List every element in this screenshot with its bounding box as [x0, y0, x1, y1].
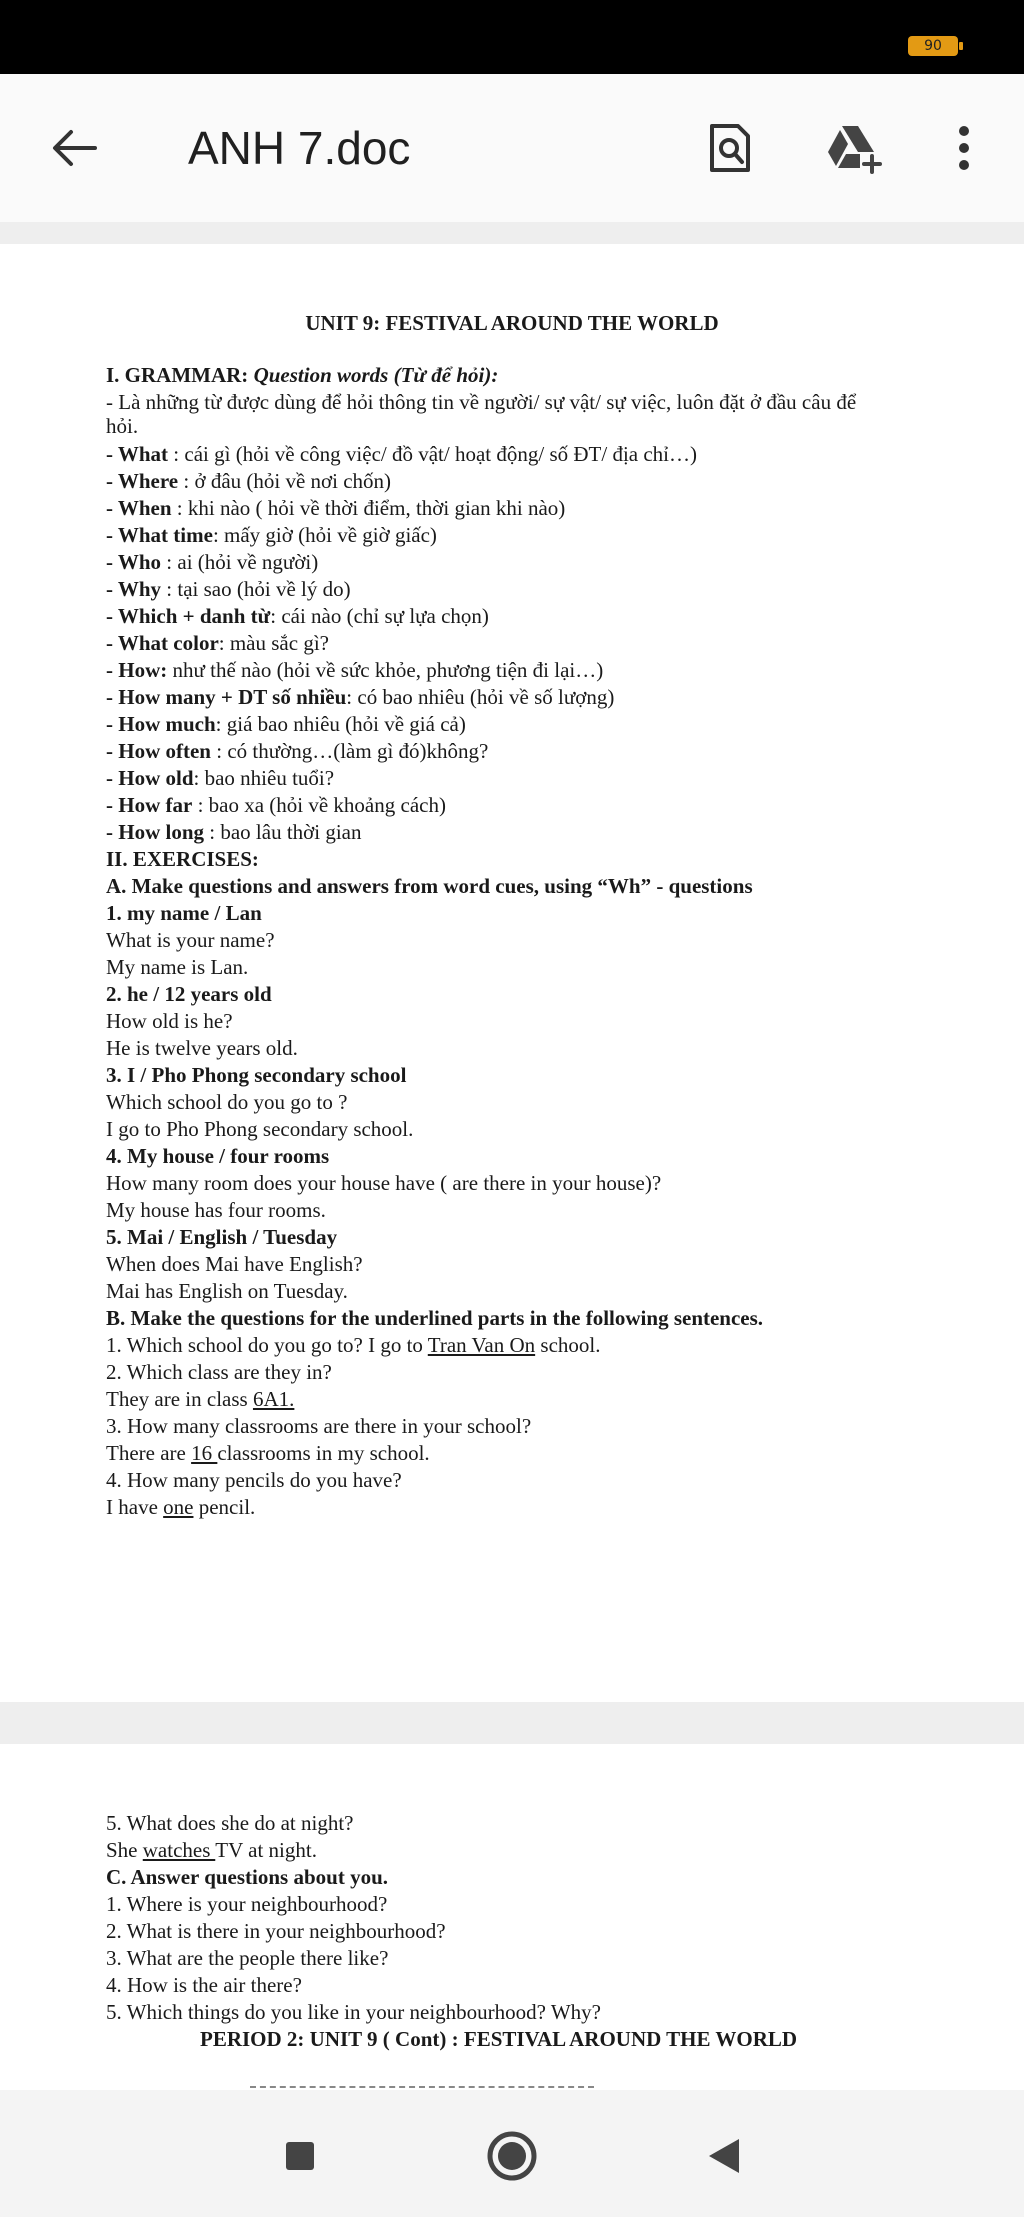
qword-desc: : cái gì (hỏi về công việc/ đồ vật/ hoạt động/ số ĐT/ địa chỉ…) [168, 442, 698, 466]
exercise-cue: 2. he / 12 years old [106, 982, 272, 1006]
grammar-heading: I. GRAMMAR: [106, 363, 249, 387]
partial-next-line [250, 2086, 594, 2088]
exercise-cue: 3. I / Pho Phong secondary school [106, 1063, 407, 1087]
back-triangle-icon [707, 2137, 741, 2175]
exercise-cue: 4. My house / four rooms [106, 1144, 330, 1168]
exercise-answer: I go to Pho Phong secondary school. [106, 1117, 414, 1141]
b-text: TV at night. [215, 1838, 317, 1862]
unit-title: UNIT 9: FESTIVAL AROUND THE WORLD [305, 311, 719, 335]
b-item-3-answer [106, 1440, 430, 1467]
intro-text: - Là những từ được dùng để hỏi thông tin về người/ sự vật/ sự việc, luôn đặt ở đầu câu để [106, 390, 857, 414]
section-a-heading: A. Make questions and answers from word cues, using “Wh” - questions [106, 874, 753, 898]
underlined-part: one [163, 1495, 194, 1519]
qword-desc: : có bao nhiêu (hỏi về số lượng) [346, 685, 615, 709]
exercise-answer: My name is Lan. [106, 955, 249, 979]
c-item: 4. How is the air there? [106, 1973, 302, 1997]
b-text: 1. Which school do you go to? I go to [106, 1333, 428, 1357]
grammar-subheading: Question words (Từ để hỏi): [253, 363, 499, 387]
qword-desc: : khi nào ( hỏi về thời điểm, thời gian khi nào) [171, 496, 566, 520]
home-button[interactable] [482, 2126, 542, 2186]
underlined-part: watches [142, 1838, 216, 1862]
qword-term: - How long [106, 820, 205, 844]
c-item: 2. What is there in your neighbourhood? [106, 1919, 446, 1943]
qword-term: - How much [106, 712, 216, 736]
qword-term: - How old [106, 766, 194, 790]
exercise-question: Which school do you go to ? [106, 1090, 348, 1114]
exercise-question: How old is he? [106, 1009, 233, 1033]
qword-item [106, 495, 565, 522]
qword-desc: : cái nào (chỉ sự lựa chọn) [270, 604, 489, 628]
home-circle-icon [486, 2130, 538, 2182]
b-item-2-answer [106, 1386, 294, 1413]
more-vert-icon [957, 125, 971, 171]
recents-button[interactable] [270, 2126, 330, 2186]
qword-term: - What [106, 442, 169, 466]
qword-item [106, 684, 614, 711]
status-bar [0, 0, 1024, 74]
underlined-part: 16 [191, 1441, 218, 1465]
qword-desc: : ai (hỏi về người) [161, 550, 319, 574]
underlined-part: Tran Van On [427, 1333, 536, 1357]
exercise-answer: My house has four rooms. [106, 1198, 326, 1222]
qword-desc: : có thường…(làm gì đó)không? [210, 739, 489, 763]
b-text: pencil. [193, 1495, 256, 1519]
c-item: 5. Which things do you like in your neighbourhood? Why? [106, 2000, 601, 2024]
qword-term: - How: [106, 658, 168, 682]
navigation-bar [0, 2090, 1024, 2217]
exercise-question: When does Mai have English? [106, 1252, 363, 1276]
back-button[interactable] [42, 116, 106, 180]
b-item-3-question: 3. How many classrooms are there in your school? [106, 1414, 532, 1438]
qword-item [106, 657, 603, 684]
qword-desc: : bao nhiêu tuổi? [193, 766, 335, 790]
qword-term: - What color [106, 631, 219, 655]
search-in-document-icon [708, 122, 752, 174]
qword-desc: như thế nào (hỏi về sức khỏe, phương tiện đi lại…) [167, 658, 604, 682]
more-options-button[interactable] [930, 114, 998, 182]
c-item: 1. Where is your neighbourhood? [106, 1892, 388, 1916]
qword-term: - How far [106, 793, 193, 817]
add-to-drive-button[interactable] [820, 114, 888, 182]
exercise-answer: Mai has English on Tuesday. [106, 1279, 348, 1303]
period-title: PERIOD 2: UNIT 9 ( Cont) : FESTIVAL AROUND THE WORLD [200, 2027, 798, 2051]
b-item-4-question: 4. How many pencils do you have? [106, 1468, 402, 1492]
exercise-answer: He is twelve years old. [106, 1036, 298, 1060]
exercise-cue: 1. my name / Lan [106, 901, 262, 925]
document-page-1 [0, 244, 1024, 1702]
b-item-5-question: 5. What does she do at night? [106, 1811, 354, 1835]
b-text: classrooms in my school. [217, 1441, 430, 1465]
qword-item [106, 738, 488, 765]
qword-item [106, 630, 329, 657]
page-separator [0, 1702, 1024, 1744]
b-item-4-answer [106, 1494, 255, 1521]
search-in-document-button[interactable] [696, 114, 764, 182]
intro-text: hỏi. [106, 414, 139, 438]
qword-term: - Who [106, 550, 162, 574]
b-text: She [106, 1838, 143, 1862]
b-text: They are in class [106, 1387, 253, 1411]
exercises-heading: II. EXERCISES: [106, 847, 259, 871]
b-text: There are [106, 1441, 192, 1465]
qword-desc: : tại sao (hỏi về lý do) [161, 577, 351, 601]
qword-term: - How many + DT số nhiều [106, 685, 347, 709]
qword-term: - When [106, 496, 172, 520]
qword-item [106, 576, 351, 603]
qword-item [106, 549, 318, 576]
nav-back-button[interactable] [694, 2126, 754, 2186]
battery-indicator: 90 [908, 36, 958, 56]
qword-desc: : ở đâu (hỏi về nơi chốn) [178, 469, 392, 493]
page-separator [0, 222, 1024, 244]
qword-term: - What time [106, 523, 213, 547]
qword-item [106, 441, 697, 468]
back-arrow-icon [51, 128, 97, 168]
qword-term: - Why [106, 577, 162, 601]
exercise-question: How many room does your house have ( are there in your house)? [106, 1171, 662, 1195]
c-item: 3. What are the people there like? [106, 1946, 389, 1970]
underlined-part: 6A1. [252, 1387, 295, 1411]
b-item-2-question: 2. Which class are they in? [106, 1360, 332, 1384]
qword-item [106, 711, 466, 738]
qword-item [106, 603, 489, 630]
qword-item [106, 819, 362, 846]
qword-item [106, 792, 446, 819]
b-item-5-answer [106, 1837, 317, 1864]
exercise-cue: 5. Mai / English / Tuesday [106, 1225, 338, 1249]
b-text: school. [535, 1333, 601, 1357]
document-page-2 [0, 1744, 1024, 2090]
section-b-heading: B. Make the questions for the underlined parts in the following sentences. [106, 1306, 764, 1330]
recents-square-icon [285, 2141, 315, 2171]
section-c-heading: C. Answer questions about you. [106, 1865, 389, 1889]
qword-term: - Where [106, 469, 179, 493]
b-item-1 [106, 1332, 600, 1359]
add-to-drive-icon [824, 122, 884, 174]
qword-desc: : mấy giờ (hỏi về giờ giấc) [212, 523, 437, 547]
qword-desc: : màu sắc gì? [218, 631, 329, 655]
grammar-heading-line [106, 362, 498, 389]
qword-term: - Which + danh từ [106, 604, 271, 628]
qword-item [106, 468, 391, 495]
exercise-question: What is your name? [106, 928, 275, 952]
qword-desc: : bao xa (hỏi về khoảng cách) [192, 793, 446, 817]
qword-item [106, 522, 437, 549]
document-title: ANH 7.doc [188, 122, 411, 174]
qword-desc: : bao lâu thời gian [204, 820, 362, 844]
app-bar [0, 74, 1024, 222]
qword-term: - How often [106, 739, 211, 763]
qword-item [106, 765, 334, 792]
b-text: I have [106, 1495, 164, 1519]
qword-desc: : giá bao nhiêu (hỏi về giá cả) [215, 712, 466, 736]
